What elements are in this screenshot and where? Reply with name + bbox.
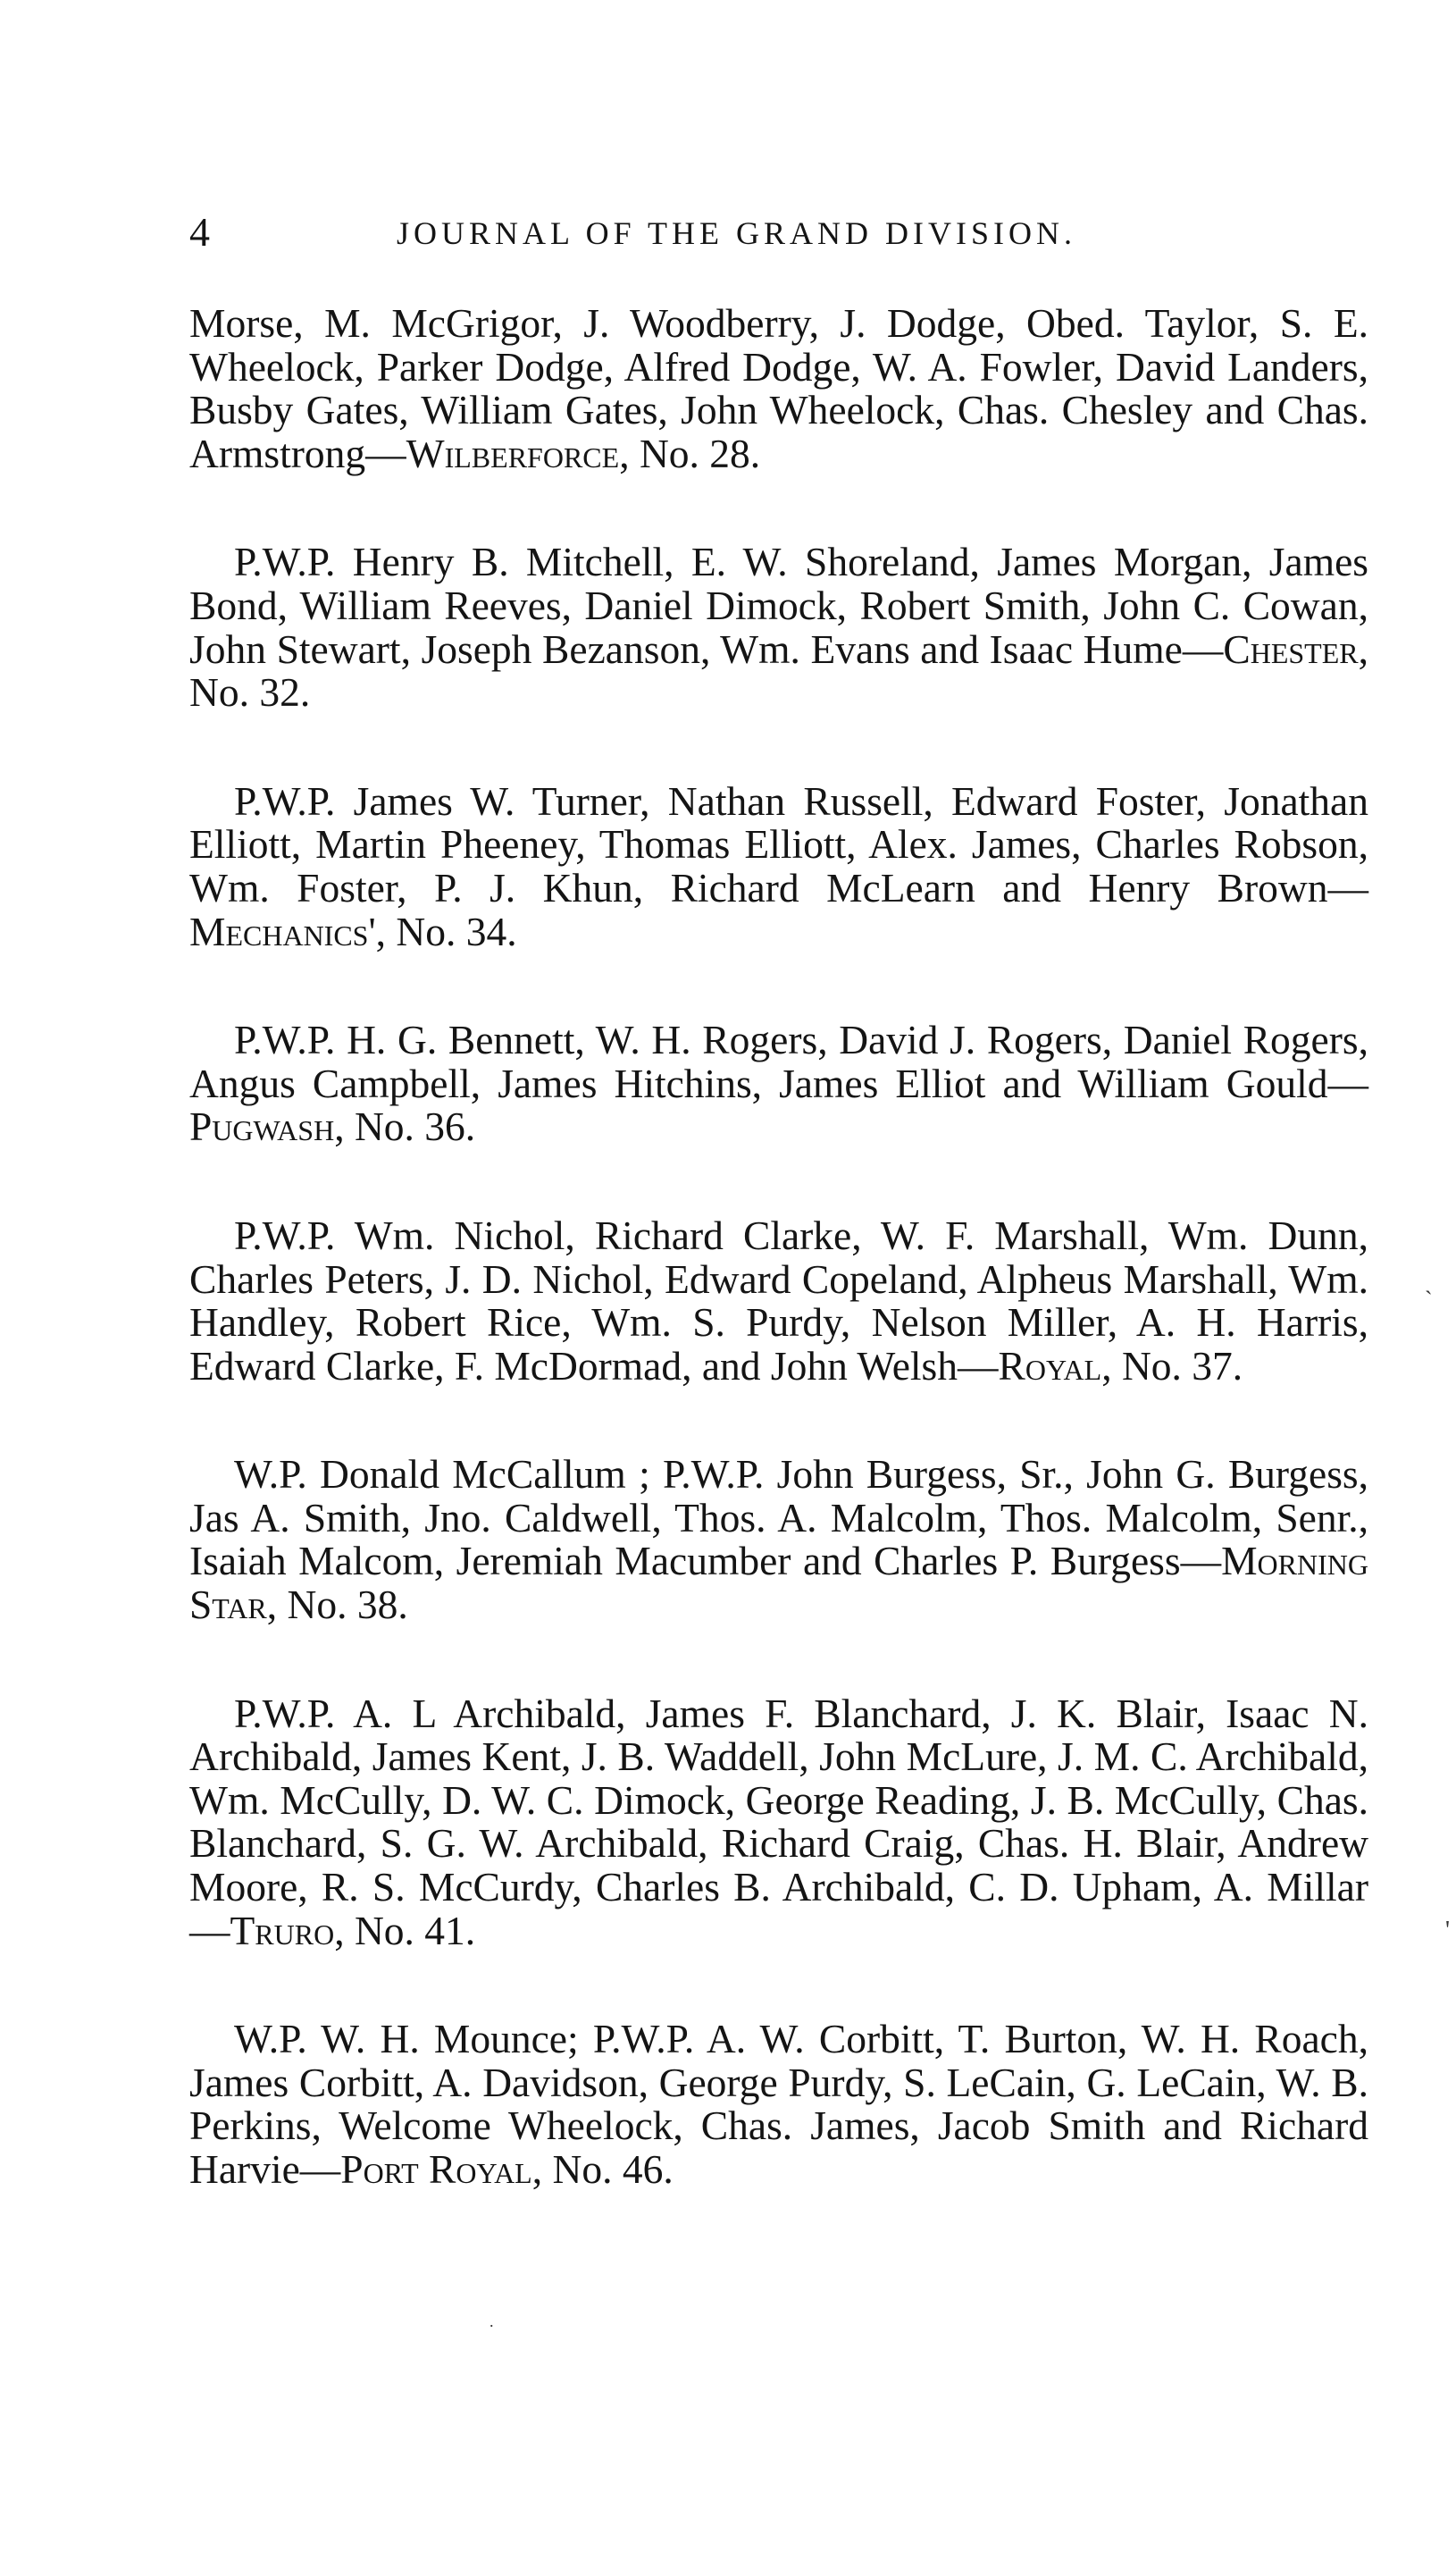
division-name: Pugwash xyxy=(189,1104,335,1150)
paragraph-mechanics xyxy=(189,777,1368,954)
paragraph-pugwash xyxy=(189,1019,1368,1149)
division-name: Mechanics' xyxy=(189,908,376,954)
division-number: , No. 37. xyxy=(1101,1342,1243,1389)
member-names: W.P. W. H. Mounce; P.W.P. A. W. Corbitt, T. Burton, W. H. Roach, James Corbitt, A. Davidson, George Purdy, S. LeCain, G. LeCain, W. B. Perkins, Welcome Wheelock, Chas. James, Jacob Smith and Richard Harvie— xyxy=(189,2016,1368,2192)
member-names: P.W.P. Henry B. Mitchell, E. W. Shoreland, James Morgan, James Bond, William Reeves, Daniel Dimock, Robert Smith, John C. Cowan, John Stewart, Joseph Bezanson, Wm. Evans and Isaac Hume— xyxy=(189,539,1368,672)
division-name: Port Royal xyxy=(340,2146,532,2192)
division-name: Wilberforce xyxy=(406,430,620,476)
paragraph-morning-star xyxy=(189,1453,1368,1626)
scan-speck: ` xyxy=(1425,1287,1433,1313)
scan-speck: ' xyxy=(1445,1917,1451,1944)
paragraph-wilberforce xyxy=(189,302,1368,475)
division-number: , No. 34. xyxy=(375,908,517,954)
division-name: Morning Star xyxy=(189,1538,1368,1628)
division-name: Chester xyxy=(1223,625,1359,672)
division-name: Truro xyxy=(230,1907,335,1953)
page-number: 4 xyxy=(189,209,210,255)
member-names: P.W.P. Wm. Nichol, Richard Clarke, W. F. Marshall, Wm. Dunn, Charles Peters, J. D. Nichol, Edward Copeland, Alpheus Marshall, Wm. Handley, Robert Rice, Wm. S. Purdy, Nelson Miller, A. H. Harris, Edward Clarke, F. McDormad, and John Welsh— xyxy=(189,1212,1368,1389)
member-names: W.P. Donald McCallum ; P.W.P. John Burgess, Sr., John G. Burgess, Jas A. Smith, Jno. Caldwell, Thos. A. Malcolm, Thos. Malcolm, Senr., Isaiah Malcom, Jeremiah Macumber and Charles P. Burgess— xyxy=(189,1451,1368,1584)
division-number: , No. 46. xyxy=(531,2146,674,2192)
division-listing xyxy=(189,302,1368,2192)
member-names: P.W.P. James W. Turner, Nathan Russell, Edward Foster, Jonathan Elliott, Martin Pheeney, Thomas Elliott, Alex. James, Charles Robson, Wm. Foster, P. J. Khun, Richard McLearn and Henry Brown— xyxy=(189,777,1368,911)
page xyxy=(189,206,1368,2192)
paragraph-truro xyxy=(189,1692,1368,1953)
division-name: Royal xyxy=(998,1342,1102,1389)
running-title: JOURNAL OF THE GRAND DIVISION. xyxy=(397,215,1076,251)
member-names: P.W.P. H. G. Bennett, W. H. Rogers, David J. Rogers, Daniel Rogers, Angus Campbell, James Hitchins, James Elliot and William Gould— xyxy=(189,1017,1368,1106)
paragraph-royal xyxy=(189,1214,1368,1388)
division-number: , No. 32. xyxy=(189,625,1368,716)
scan-speck: . xyxy=(490,2312,494,2330)
member-names: Morse, M. McGrigor, J. Woodberry, J. Dodge, Obed. Taylor, S. E. Wheelock, Parker Dodge, Alfred Dodge, W. A. Fowler, David Landers, Busby Gates, William Gates, John Wheelock, Chas. Chesley and Chas. Armstrong— xyxy=(189,300,1368,476)
division-number: , No. 41. xyxy=(334,1907,476,1953)
page-header xyxy=(189,206,1368,268)
paragraph-port-royal xyxy=(189,2018,1368,2191)
paragraph-chester xyxy=(189,541,1368,714)
division-number: , No. 28. xyxy=(619,430,761,476)
member-names: P.W.P. A. L Archibald, James F. Blanchard, J. K. Blair, Isaac N. Archibald, James Kent, J. B. Waddell, John McLure, J. M. C. Archibald, Wm. McCully, D. W. C. Dimock, George Reading, J. B. McCully, Chas. Blanchard, S. G. W. Archibald, Richard Craig, Chas. H. Blair, Andrew Moore, R. S. McCurdy, Charles B. Archibald, C. D. Upham, A. Millar— xyxy=(189,1690,1368,1953)
division-number: , No. 36. xyxy=(334,1104,476,1150)
division-number: , No. 38. xyxy=(266,1582,408,1628)
